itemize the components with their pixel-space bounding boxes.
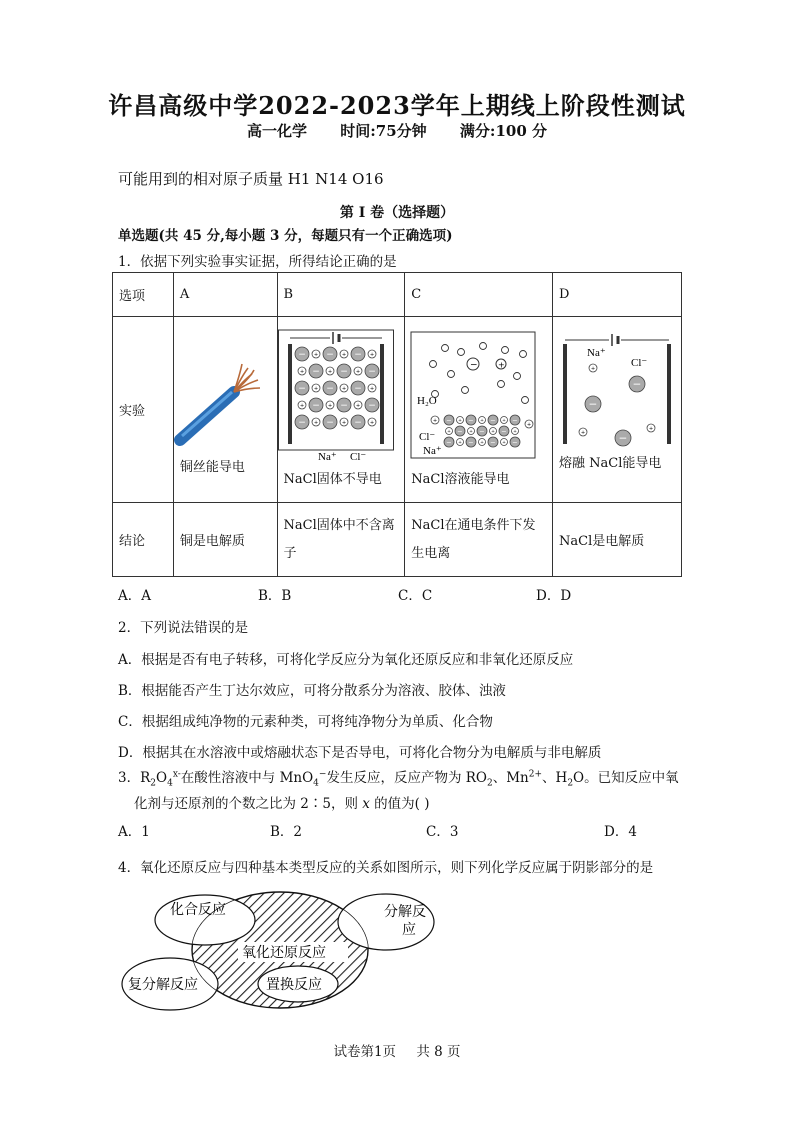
h2o-label: H₂O	[417, 395, 437, 407]
svg-text:+: +	[327, 402, 332, 409]
svg-text:−: −	[446, 438, 452, 447]
svg-text:+: +	[369, 351, 374, 358]
cl-label-d: Cl⁻	[631, 357, 648, 369]
header-cell: C	[405, 273, 553, 317]
svg-text:+: +	[369, 419, 374, 426]
caption-d: 熔融 NaCl能导电	[559, 456, 662, 471]
svg-text:+: +	[313, 419, 318, 426]
svg-text:−: −	[457, 427, 463, 436]
svg-text:+: +	[313, 351, 318, 358]
conclusion-d: NaCl是电解质	[553, 503, 682, 577]
svg-text:−: −	[353, 418, 362, 429]
svg-text:+: +	[341, 385, 346, 392]
svg-text:−: −	[353, 350, 362, 361]
q3-option-a: A．1	[118, 824, 150, 840]
conclusion-a: 铜是电解质	[173, 503, 277, 577]
svg-text:−: −	[367, 401, 376, 412]
row-label: 结论	[113, 503, 174, 577]
svg-text:+: +	[355, 402, 360, 409]
molten-nacl-diagram	[553, 328, 681, 448]
q1-option-c: C．C	[398, 588, 433, 604]
svg-text:+: +	[480, 440, 485, 446]
svg-text:+: +	[369, 385, 374, 392]
svg-text:+: +	[513, 429, 518, 435]
cell-c	[405, 317, 553, 503]
svg-text:+: +	[433, 417, 438, 424]
page-number: 试卷第1页	[333, 1044, 397, 1060]
conclusion-b: NaCl固体中不含离子	[277, 503, 405, 577]
svg-text:−: −	[470, 360, 478, 371]
svg-text:−: −	[479, 427, 485, 436]
label-decomposition-end: 应	[402, 923, 416, 938]
q3-line2: 化剂与还原剂的个数之比为 2∶5，则 x 的值为( )	[134, 796, 430, 812]
conclusion-c: NaCl在通电条件下发生电离	[405, 503, 553, 577]
table-row-experiment	[113, 317, 682, 503]
svg-text:−: −	[297, 350, 306, 361]
svg-text:+: +	[491, 429, 496, 435]
table-row-conclusion	[113, 503, 682, 577]
svg-text:−: −	[588, 398, 598, 411]
svg-text:−: −	[311, 401, 320, 412]
label-displacement: 置换反应	[266, 978, 322, 993]
svg-text:+: +	[355, 368, 360, 375]
label-combination: 化合反应	[170, 903, 226, 918]
subject: 高一化学	[247, 122, 308, 140]
copper-wire-image	[174, 332, 266, 452]
svg-text:−: −	[512, 416, 518, 425]
svg-text:+: +	[480, 418, 485, 424]
caption-b: NaCl固体不导电	[283, 472, 382, 487]
svg-text:−: −	[501, 427, 507, 436]
full-score: 满分:100 分	[459, 122, 547, 140]
svg-text:+: +	[341, 419, 346, 426]
q1-table	[112, 272, 682, 577]
svg-text:−: −	[311, 367, 320, 378]
q4-stem: 4．氧化还原反应与四种基本类型反应的关系如图所示，则下列化学反应属于阴影部分的是	[118, 860, 654, 876]
svg-text:+: +	[458, 440, 463, 446]
svg-text:−: −	[512, 438, 518, 447]
q2-option-d: D．根据其在水溶液中或熔融状态下是否导电，可将化合物分为电解质与非电解质	[118, 745, 602, 761]
section-title: 第 I 卷（选择题）	[339, 205, 455, 221]
svg-text:−: −	[490, 416, 496, 425]
nacl-solid-diagram	[278, 324, 394, 464]
svg-text:+: +	[469, 429, 474, 435]
exam-info	[0, 120, 794, 141]
na-label-c: Na⁺	[423, 445, 442, 457]
svg-text:+: +	[527, 421, 532, 428]
single-choice-instruction: 单选题(共 45 分,每小题 3 分，每题只有一个正确选项)	[118, 228, 453, 244]
label-decomposition: 分解反	[384, 905, 426, 920]
svg-text:+: +	[498, 360, 505, 370]
q2-option-a: A．根据是否有电子转移，可将化学反应分为氧化还原反应和非氧化还原反应	[118, 652, 574, 668]
svg-text:+: +	[341, 351, 346, 358]
svg-text:−: −	[632, 378, 642, 391]
na-label-d: Na⁺	[587, 347, 606, 359]
svg-text:−: −	[325, 384, 334, 395]
svg-text:+: +	[580, 429, 586, 436]
svg-text:−: −	[325, 418, 334, 429]
svg-text:+: +	[458, 418, 463, 424]
svg-text:−: −	[297, 384, 306, 395]
atomic-mass-note: 可能用到的相对原子质量 H1 N14 O16	[118, 170, 384, 188]
q2-option-c: C．根据组成纯净物的元素种类，可将纯净物分为单质、化合物	[118, 714, 493, 730]
svg-text:−: −	[325, 350, 334, 361]
cl-label: Cl⁻	[349, 451, 366, 463]
q1-option-d: D．D	[536, 588, 572, 604]
row-label: 实验	[113, 317, 174, 503]
svg-text:+: +	[502, 418, 507, 424]
cell-d	[553, 317, 682, 503]
svg-text:+: +	[447, 429, 452, 435]
q3-option-b: B．2	[270, 824, 303, 840]
cell-b	[277, 317, 405, 503]
q1-stem: 1．依据下列实验事实证据，所得结论正确的是	[118, 254, 397, 270]
svg-text:+: +	[299, 402, 304, 409]
header-cell: 选项	[113, 273, 174, 317]
label-double-decomposition: 复分解反应	[128, 978, 198, 993]
svg-text:+: +	[313, 385, 318, 392]
svg-text:+: +	[648, 425, 654, 432]
reaction-venn-diagram	[118, 880, 448, 1020]
svg-text:+: +	[590, 365, 596, 372]
page-title: 许昌高级中学2022-2023学年上期线上阶段性测试	[108, 91, 686, 120]
svg-text:−: −	[446, 416, 452, 425]
header-cell: A	[173, 273, 277, 317]
svg-text:+: +	[502, 440, 507, 446]
svg-text:−: −	[468, 438, 474, 447]
q3-line1: 3．$R_2O_4^{x-}$在酸性溶液中与 MnO$_4$−发生反应，反应产物为 $RO_2$、$Mn^{2+}$、$H_2O$。已知反应中氧	[118, 769, 679, 789]
caption-c: NaCl溶液能导电	[411, 472, 510, 487]
svg-text:−: −	[618, 432, 628, 445]
q3-option-d: D．4	[604, 824, 637, 840]
nacl-solution-diagram	[405, 324, 541, 464]
na-label: Na⁺	[317, 451, 337, 463]
q1-option-a: A．A	[118, 588, 151, 604]
q3-option-c: C．3	[426, 824, 459, 840]
svg-text:+: +	[327, 368, 332, 375]
svg-text:−: −	[297, 418, 306, 429]
header-cell: B	[277, 273, 405, 317]
svg-text:−: −	[490, 438, 496, 447]
svg-text:−: −	[339, 367, 348, 378]
svg-text:−: −	[468, 416, 474, 425]
page-footer	[0, 1040, 794, 1060]
svg-text:−: −	[339, 401, 348, 412]
svg-text:+: +	[299, 368, 304, 375]
page-total: 共 8 页	[416, 1044, 461, 1060]
header-cell: D	[553, 273, 682, 317]
label-redox: 氧化还原反应	[242, 946, 326, 961]
cl-label-c: Cl⁻	[419, 431, 436, 443]
q2-option-b: B．根据能否产生丁达尔效应，可将分散系分为溶液、胶体、浊液	[118, 683, 506, 699]
q1-option-b: B．B	[258, 588, 292, 604]
svg-text:−: −	[367, 367, 376, 378]
cell-a	[173, 317, 277, 503]
svg-text:−: −	[353, 384, 362, 395]
exam-time: 时间:75分钟	[340, 122, 427, 140]
q2-stem: 2．下列说法错误的是	[118, 620, 249, 636]
caption-a: 铜丝能导电	[179, 460, 245, 475]
table-header-row	[113, 273, 682, 317]
